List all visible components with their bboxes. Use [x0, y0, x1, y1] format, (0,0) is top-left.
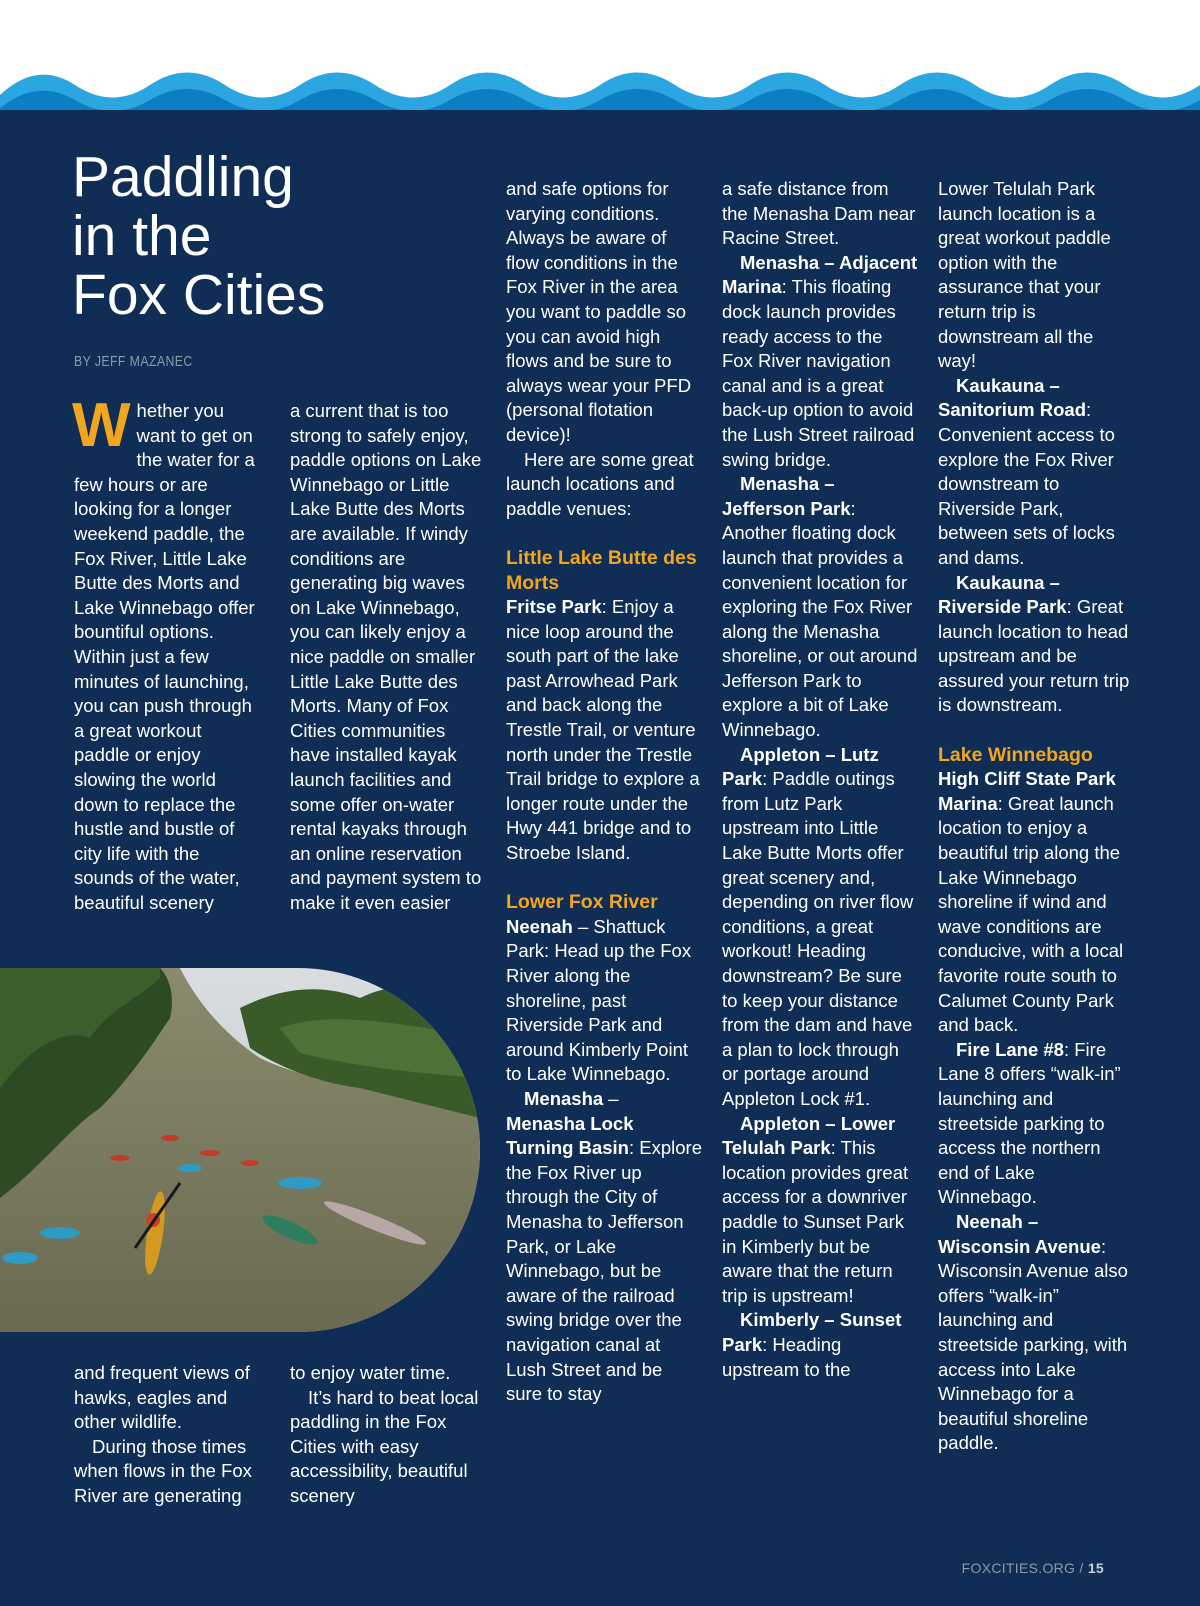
column-2-paragraph: a current that is too strong to safely enjoy, paddle options on Lake Winnebago or Little Lake Butte des Morts are available. If windy conditions are generating big waves on Lake Winnebago, you can likely enjoy a nice paddle on smaller Little Lake Butte des Morts. Many of Fox Cities communities have installed kayak launch facilities and some offer on-water rental kayaks through an online reservation and payment system to make it even easier — [290, 400, 482, 913]
section-heading-lower-fox: Lower Fox River — [506, 891, 658, 914]
footer-separator: / — [1075, 1560, 1088, 1576]
entry-lutz-park: Appleton – Lutz Park: Paddle outings from Lutz Park upstream into Little Lake Butte Morts offer great scenery and, depending on river flow conditions, a great workout! Heading downstream? Be sure to keep your distance from the dam and have a plan to lock through or portage around Appleton Lock #1. — [722, 743, 914, 1109]
column-2-bottom — [290, 1361, 486, 1509]
byline: BY JEFF MAZANEC — [74, 353, 193, 370]
column-3-p2: Here are some great launch locations and paddle venues: — [506, 448, 694, 519]
column-3-p1: and safe options for varying conditions. Always be aware of flow conditions in the Fox River in the area you want to paddle so you can avoid high flows and be sure to always wear your PFD (personal flotation device)! — [506, 178, 692, 445]
column-4 — [722, 177, 918, 1382]
entry-name: Menasha – Adjacent Marina — [722, 251, 918, 298]
column-5-p1: Lower Telulah Park launch location is a great workout paddle option with the assurance that your return trip is downstream all the way! — [938, 178, 1111, 372]
footer-site: FOXCITIES.ORG — [961, 1560, 1076, 1576]
title-line-3: Fox Cities — [72, 263, 326, 327]
column-1-bottom-p1: and frequent views of hawks, eagles and other wildlife. — [74, 1362, 250, 1433]
entry-name: Kaukauna – Riverside Park — [938, 571, 1067, 618]
section-heading-little-lake: Little Lake Butte des Morts — [506, 546, 697, 594]
entry-name: Neenah – Wisconsin Avenue — [938, 1210, 1101, 1257]
entry-riverside-park: Kaukauna – Riverside Park: Great launch location to head upstream and be assured your return trip is downstream. — [938, 571, 1130, 716]
drop-cap: W — [72, 391, 131, 460]
entry-name: Kimberly – Sunset Park — [722, 1309, 902, 1355]
intro-paragraph: hether you want to get on the water for a few hours or are looking for a longer weekend paddle, the Fox River, Little Lake Butte des Morts and Lake Winnebago offer bountiful options. Within just a few minutes of launching, you can push through a great workout paddle or enjoy slowing the world down to replace the hustle and bustle of city life with the sounds of the water, beautiful scenery — [74, 400, 255, 913]
entry-neenah-shattuck: Neenah – Shattuck Park: Head up the Fox River along the shoreline, past Riverside Park and around Kimberly Point to Lake Winnebago. — [506, 915, 692, 1085]
column-1-bottom — [74, 1361, 270, 1509]
entry-name: Menasha Lock Turning Basin — [506, 1112, 634, 1159]
entry-sanitorium-road: Kaukauna – Sanitorium Road: Convenient access to explore the Fox River downstream to Riverside Park, between sets of locks and dams. — [938, 374, 1115, 568]
entry-name: Neenah — [506, 915, 573, 937]
article-title — [72, 145, 326, 327]
column-3 — [506, 177, 702, 1407]
section-heading-lake-winnebago: Lake Winnebago — [938, 743, 1093, 766]
title-line-2: in the — [72, 204, 212, 268]
entry-sunset-park: Kimberly – Sunset Park: Heading upstream to the — [722, 1309, 902, 1380]
entry-menasha-lock: Menasha – Menasha Lock Turning Basin: Explore the Fox River up through the City of Menasha to Jefferson Park, or Lake Winnebago, but be aware of the railroad swing bridge over the navigation canal at Lush Street and be sure to stay — [506, 1087, 703, 1405]
column-1-bottom-p2: During those times when flows in the Fox River are generating — [74, 1435, 252, 1506]
entry-high-cliff: High Cliff State Park Marina: Great launch location to enjoy a beautiful trip along the Lake Winnebago shoreline if wind and wave conditions are conducive, with a local favorite route south to Calumet County Park and back. — [938, 768, 1124, 1036]
entry-fritse-park: Fritse Park: Enjoy a nice loop around the south part of the lake past Arrowhead Park and back along the Trestle Trail, or venture north under the Trestle Trail bridge to explore a longer route under the Hwy 441 bridge and to Stroebe Island. — [506, 596, 700, 864]
column-1-top — [72, 391, 260, 915]
entry-name: High Cliff State Park Marina — [938, 768, 1116, 814]
entry-name: Appleton – Lutz Park — [722, 743, 879, 790]
entry-fire-lane-8: Fire Lane #8: Fire Lane 8 offers “walk-in” launching and streetside parking to access the northern end of Lake Winnebago. — [938, 1038, 1121, 1208]
entry-name: Menasha – Jefferson Park — [722, 473, 851, 519]
title-line-1: Paddling — [72, 145, 294, 209]
kayakers-photo — [0, 968, 480, 1332]
entry-name: Kaukauna – Sanitorium Road — [938, 374, 1087, 421]
column-4-p1: a safe distance from the Menasha Dam near Racine Street. — [722, 178, 916, 249]
page-footer — [962, 1560, 1104, 1576]
entry-adjacent-marina: Menasha – Adjacent Marina: This floating dock launch provides ready access to the Fox River navigation canal and is a great back-up option to avoid the Lush Street railroad swing bridge. — [722, 251, 918, 470]
entry-name: Menasha — [524, 1087, 604, 1109]
column-2-top — [290, 399, 486, 915]
entry-name: Fire Lane #8 — [956, 1038, 1064, 1060]
entry-name: Fritse Park — [506, 596, 602, 618]
entry-name: Appleton – Lower Telulah Park — [722, 1112, 896, 1159]
entry-wisconsin-avenue: Neenah – Wisconsin Avenue: Wisconsin Avenue also offers “walk-in” launching and streetside parking, with access into Lake Winnebago for a beautiful shoreline paddle. — [938, 1210, 1128, 1454]
column-2-bottom-p1: to enjoy water time. — [290, 1362, 451, 1383]
entry-jefferson-park: Menasha – Jefferson Park: Another floating dock launch that provides a convenient location for exploring the Fox River along the Menasha shoreline, or out around Jefferson Park to explore a bit of Lake Winnebago. — [722, 473, 918, 741]
entry-lower-telulah: Appleton – Lower Telulah Park: This location provides great access for a downriver paddle to Sunset Park in Kimberly but be aware that the return trip is upstream! — [722, 1112, 909, 1306]
column-5 — [938, 177, 1134, 1456]
column-2-bottom-p2: It’s hard to beat local paddling in the Fox Cities with easy accessibility, beautiful scenery — [290, 1386, 479, 1506]
page-number: 15 — [1087, 1560, 1104, 1576]
